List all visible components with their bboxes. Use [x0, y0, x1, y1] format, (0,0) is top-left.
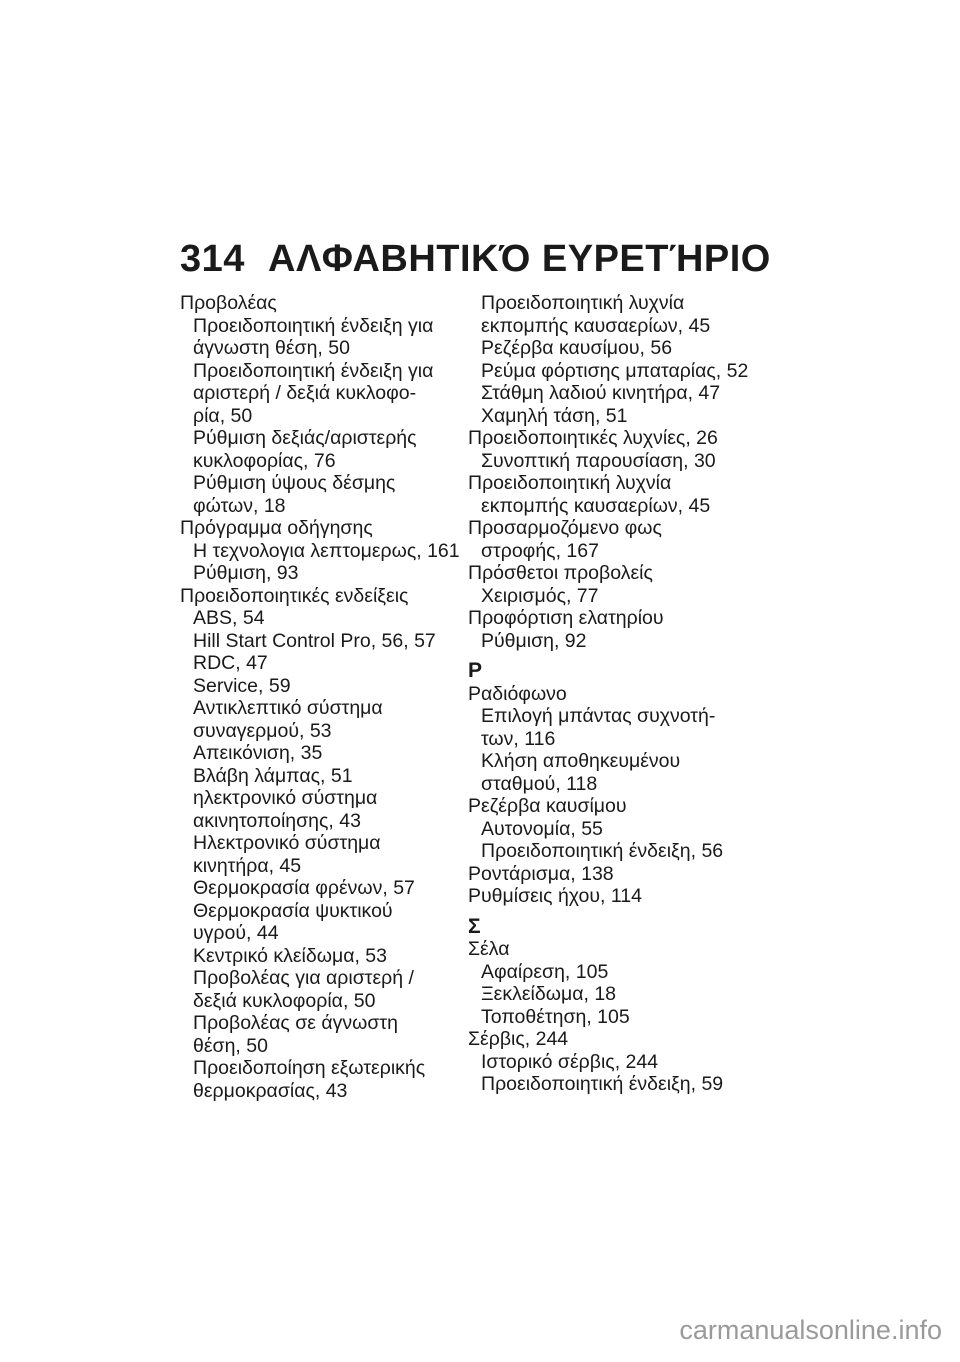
index-subentry: Αφαίρεση, 105 — [481, 960, 609, 983]
index-subentry: άγνωστη θέση, 50 — [193, 337, 350, 359]
page-header — [180, 238, 771, 281]
index-subentry: Η τεχνολογια λεπτομερως, 161 — [193, 539, 460, 562]
index-subentry: των, 116 — [481, 727, 556, 750]
index-subentry: Επιλογή μπάντας συχνοτή- — [481, 705, 716, 727]
index-subentry: Αντικλεπτικό σύστημα — [193, 697, 383, 719]
index-subentry: Χειρισμός, 77 — [481, 584, 599, 607]
index-section-letter: Ρ — [468, 659, 483, 682]
index-entry: Σέλα — [468, 938, 510, 960]
index-subentry: Κεντρικό κλείδωμα, 53 — [193, 944, 387, 967]
index-subentry: Προειδοποιητική ένδειξη, 56 — [481, 840, 724, 862]
index-column-right — [468, 292, 768, 1096]
index-subentry: εκπομπής καυσαερίων, 45 — [481, 314, 711, 337]
index-subentry: RDC, 47 — [193, 652, 268, 674]
index-entry: Ροντάρισμα, 138 — [468, 862, 614, 885]
page-number: 314 — [180, 238, 245, 280]
index-subentry: Τοποθέτηση, 105 — [481, 1005, 630, 1028]
index-subentry: Ρεζέρβα καυσίμου, 56 — [481, 337, 673, 359]
index-subentry: Service, 59 — [193, 674, 291, 697]
watermark: carmanualsonline.info — [679, 1315, 942, 1345]
index-subentry: Ηλεκτρονικό σύστημα — [193, 832, 381, 854]
index-subentry: Ρύθμιση, 92 — [481, 629, 587, 652]
index-subentry: Αυτονομία, 55 — [481, 817, 603, 840]
index-subentry: Συνοπτική παρουσίαση, 30 — [481, 449, 716, 472]
index-entry: Πρόσθετοι προβολείς — [468, 562, 653, 584]
index-subentry: ακινητοποίησης, 43 — [193, 809, 361, 832]
index-entry: Προειδοποιητικές ενδείξεις — [180, 584, 409, 607]
index-subentry: Ιστορικό σέρβις, 244 — [481, 1050, 659, 1073]
index-subentry: εκπομπής καυσαερίων, 45 — [481, 494, 711, 517]
index-subentry: δεξιά κυκλοφορία, 50 — [193, 989, 376, 1012]
index-subentry: συναγερμού, 53 — [193, 719, 332, 742]
index-subentry: θερμοκρασίας, 43 — [193, 1079, 348, 1102]
index-entry: Προβολέας — [180, 292, 277, 314]
index-subentry: Προειδοποιητική λυχνία — [481, 292, 685, 314]
index-subentry: Ρύθμιση, 93 — [193, 562, 299, 584]
index-subentry: Στάθμη λαδιού κινητήρα, 47 — [481, 382, 721, 404]
index-subentry: θέση, 50 — [193, 1034, 268, 1057]
index-subentry: ηλεκτρονικό σύστημα — [193, 787, 378, 809]
index-column-left — [180, 292, 460, 1102]
index-entry: Ραδιόφωνο — [468, 682, 567, 705]
index-entry: Ρυθμίσεις ήχου, 114 — [468, 885, 642, 907]
index-subentry: Προειδοποιητική ένδειξη, 59 — [481, 1073, 724, 1095]
index-subentry: Προειδοποιητική ένδειξη για — [193, 314, 434, 337]
index-subentry: ρία, 50 — [193, 404, 253, 427]
index-subentry: Προβολέας για αριστερή / — [193, 967, 414, 989]
index-subentry: Προειδοποίηση εξωτερικής — [193, 1057, 426, 1079]
index-entry: Προσαρμοζόμενο φως — [468, 517, 662, 539]
index-subentry: σταθμού, 118 — [481, 772, 598, 795]
index-subentry: Προειδοποιητική ένδειξη για — [193, 359, 434, 382]
index-subentry: Θερμοκρασία ψυκτικού — [193, 899, 393, 922]
index-entry: Προειδοποιητική λυχνία — [468, 472, 672, 494]
index-subentry: Ρύθμιση ύψους δέσμης — [193, 472, 396, 494]
index-subentry: αριστερή / δεξιά κυκλοφο- — [193, 382, 417, 404]
index-subentry: κυκλοφορίας, 76 — [193, 449, 336, 472]
index-subentry: Θερμοκρασία φρένων, 57 — [193, 877, 415, 899]
index-subentry: φώτων, 18 — [193, 494, 286, 517]
page-title: ΑΛΦΑΒΗΤΙΚΌ ΕΥΡΕΤΉΡΙΟ — [268, 238, 771, 280]
index-section-letter: Σ — [468, 914, 481, 938]
index-subentry: υγρού, 44 — [193, 922, 279, 944]
index-subentry: Ρεύμα φόρτισης μπαταρίας, 52 — [481, 359, 749, 382]
index-entry: Πρόγραμμα οδήγησης — [180, 517, 373, 539]
index-subentry: Βλάβη λάμπας, 51 — [193, 764, 353, 787]
index-entry: Σέρβις, 244 — [468, 1028, 569, 1050]
index-subentry: Χαμηλή τάση, 51 — [481, 404, 628, 427]
index-subentry: κινητήρα, 45 — [193, 854, 302, 877]
index-subentry: Προβολέας σε άγνωστη — [193, 1012, 398, 1034]
index-subentry: Απεικόνιση, 35 — [193, 742, 323, 764]
index-subentry: Hill Start Control Pro, 56, 57 — [193, 629, 436, 652]
index-subentry: Κλήση αποθηκευμένου — [481, 750, 681, 772]
index-entry: Προειδοποιητικές λυχνίες, 26 — [468, 427, 718, 449]
index-subentry: Ξεκλείδωμα, 18 — [481, 983, 617, 1005]
index-entry: Ρεζέρβα καυσίμου — [468, 795, 627, 817]
index-subentry: ABS, 54 — [193, 607, 265, 629]
index-subentry: στροφής, 167 — [481, 539, 599, 562]
index-subentry: Ρύθμιση δεξιάς/αριστερής — [193, 427, 417, 449]
index-entry: Προφόρτιση ελατηρίου — [468, 607, 664, 629]
